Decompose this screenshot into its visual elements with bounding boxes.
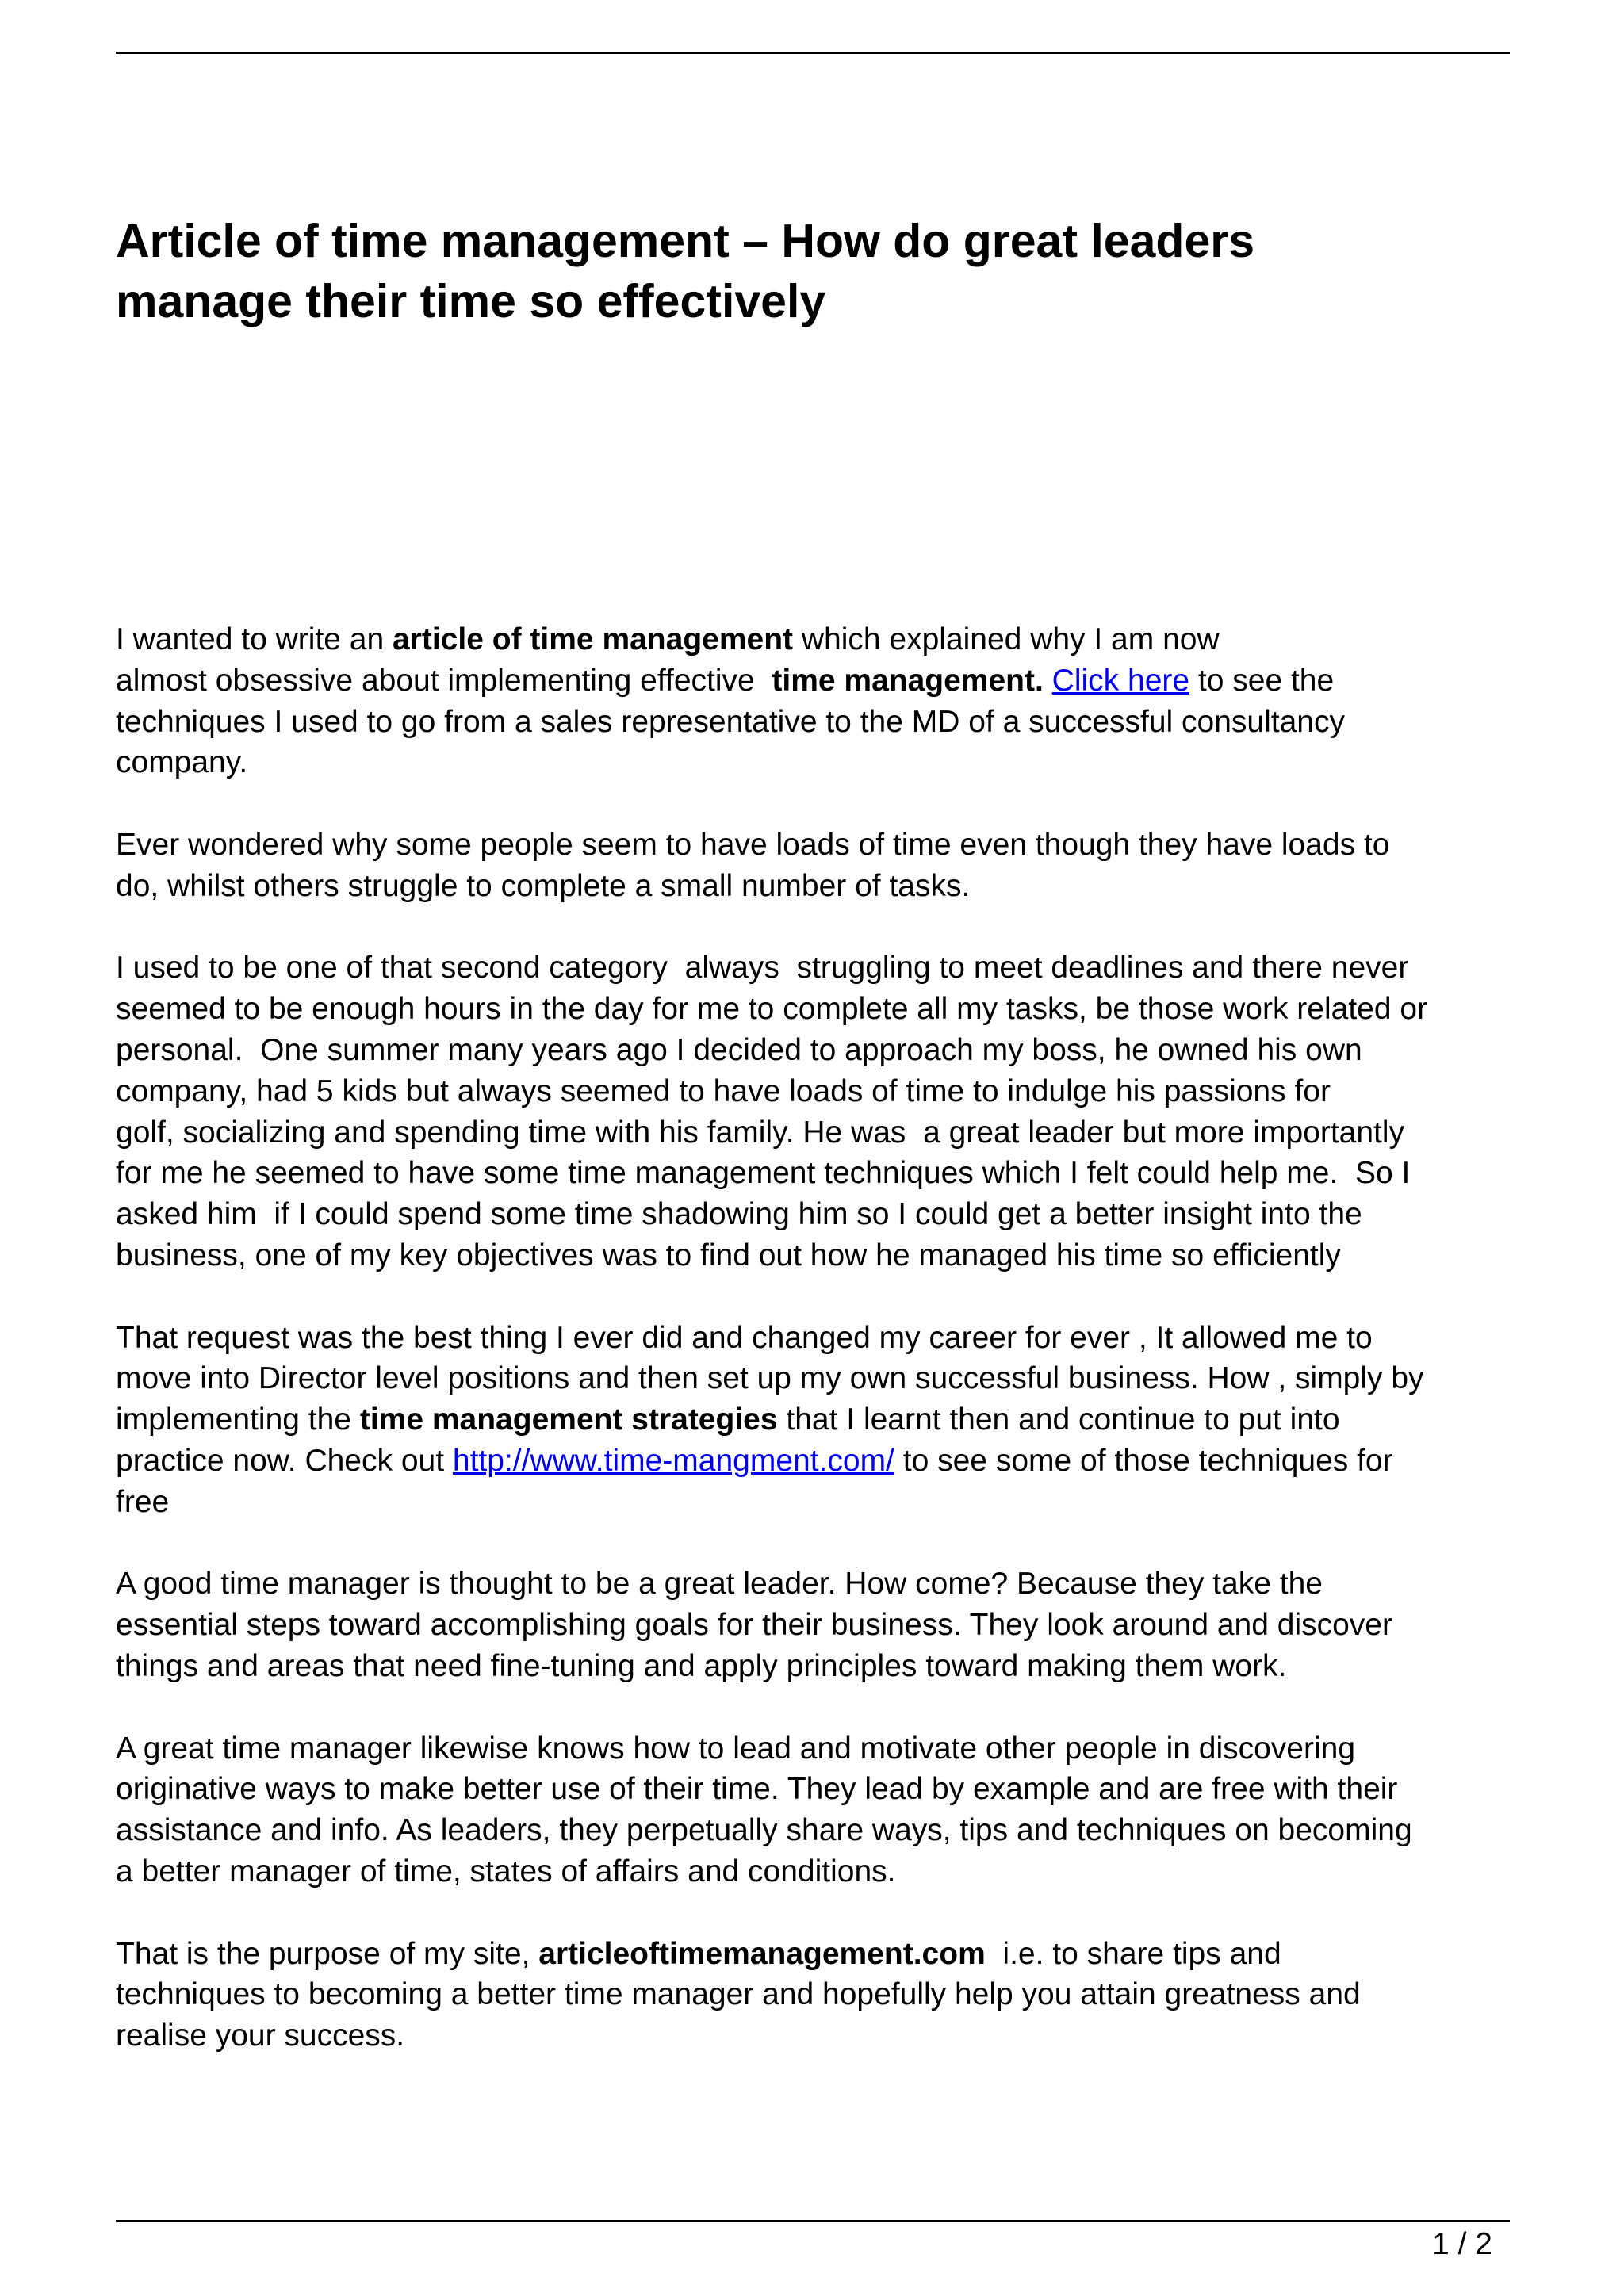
bold-phrase-time-management-strategies: time management strategies	[359, 1402, 778, 1437]
text-run: almost obsessive about implementing effective	[116, 663, 772, 698]
text-line: for me he seemed to have some time management techniques which I felt could help me. So I	[116, 1156, 1411, 1191]
text-run: That is the purpose of my site,	[116, 1936, 539, 1971]
text-line: essential steps toward accomplishing goals for their business. They look around and discover	[116, 1608, 1392, 1643]
text-line: personal. One summer many years ago I decided to approach my boss, he owned his own	[116, 1032, 1362, 1067]
text-line: free	[116, 1484, 170, 1519]
text-line: That request was the best thing I ever did and changed my career for ever , It allowed me to	[116, 1320, 1373, 1355]
header-rule	[116, 52, 1510, 54]
text-run: I wanted to write an	[116, 622, 393, 656]
text-line: company, had 5 kids but always seemed to have loads of time to indulge his passions for	[116, 1073, 1331, 1108]
bold-site-name: articleoftimemanagement.com	[538, 1936, 986, 1971]
text-line: do, whilst others struggle to complete a small number of tasks.	[116, 868, 971, 903]
text-line: realise your success.	[116, 2019, 405, 2053]
text-run: which explained why I am now	[793, 622, 1220, 656]
title-line-1: Article of time management – How do great leaders	[116, 215, 1255, 267]
text-line: business, one of my key objectives was to find out how he managed his time so efficiently	[116, 1238, 1341, 1272]
title-line-2: manage their time so effectively	[116, 275, 826, 327]
paragraph-intro	[116, 619, 1519, 783]
page-number: 1 / 2	[1432, 2227, 1492, 2261]
paragraph-great-time-manager	[116, 1728, 1519, 1892]
text-line: things and areas that need fine-tuning and apply principles toward making them work.	[116, 1648, 1287, 1683]
paragraph-request	[116, 1318, 1519, 1523]
text-line	[116, 1441, 1519, 1482]
paragraph-second-category	[116, 947, 1519, 1276]
intro-line-3: techniques I used to go from a sales representative to the MD of a successful consultancy	[116, 704, 1345, 739]
intro-line-4: company.	[116, 745, 248, 780]
text-line: asked him if I could spend some time shadowing him so I could get a better insight into the	[116, 1197, 1362, 1232]
bold-phrase-article-of-time-management: article of time management	[393, 622, 794, 656]
text-line: techniques to becoming a better time manager and hopefully help you attain greatness and	[116, 1977, 1361, 2012]
text-line: a better manager of time, states of affairs and conditions.	[116, 1854, 896, 1888]
text-line: golf, socializing and spending time with his family. He was a great leader but more importantly	[116, 1115, 1405, 1150]
article-body	[116, 619, 1519, 2057]
intro-line-2	[116, 660, 1519, 702]
text-run: to see the	[1189, 663, 1335, 698]
text-line	[116, 1934, 1519, 1975]
text-run	[1044, 664, 1052, 698]
text-run: that I learnt then and continue to put into	[777, 1402, 1340, 1437]
text-line: originative ways to make better use of their time. They lead by example and are free with their	[116, 1772, 1398, 1807]
footer-rule	[116, 2220, 1510, 2222]
text-line: assistance and info. As leaders, they perpetually share ways, tips and techniques on becoming	[116, 1813, 1412, 1848]
click-here-link[interactable]: Click here	[1051, 663, 1190, 698]
text-run: implementing the	[116, 1402, 360, 1437]
text-run: to see some of those techniques for	[894, 1443, 1393, 1478]
text-line: seemed to be enough hours in the day for me to complete all my tasks, be those work related or	[116, 992, 1428, 1027]
text-line: A good time manager is thought to be a great leader. How come? Because they take the	[116, 1567, 1323, 1601]
article-title	[116, 211, 1496, 331]
time-mangment-url-link[interactable]: http://www.time-mangment.com/	[452, 1443, 894, 1478]
text-run: i.e. to share tips and	[985, 1936, 1281, 1971]
text-line: Ever wondered why some people seem to have loads of time even though they have loads to	[116, 827, 1390, 862]
text-line: A great time manager likewise knows how to lead and motivate other people in discovering	[116, 1731, 1356, 1766]
paragraph-good-time-manager	[116, 1563, 1519, 1686]
intro-line-1	[116, 619, 1519, 660]
text-line: I used to be one of that second category always struggling to meet deadlines and there never	[116, 951, 1409, 985]
bold-phrase-time-management: time management.	[772, 663, 1044, 698]
paragraph-ever-wondered	[116, 825, 1519, 907]
paragraph-purpose	[116, 1934, 1519, 2057]
text-run: practice now. Check out	[116, 1443, 453, 1478]
text-line	[116, 1399, 1519, 1441]
text-line: move into Director level positions and then set up my own successful business. How , simply by	[116, 1361, 1424, 1396]
